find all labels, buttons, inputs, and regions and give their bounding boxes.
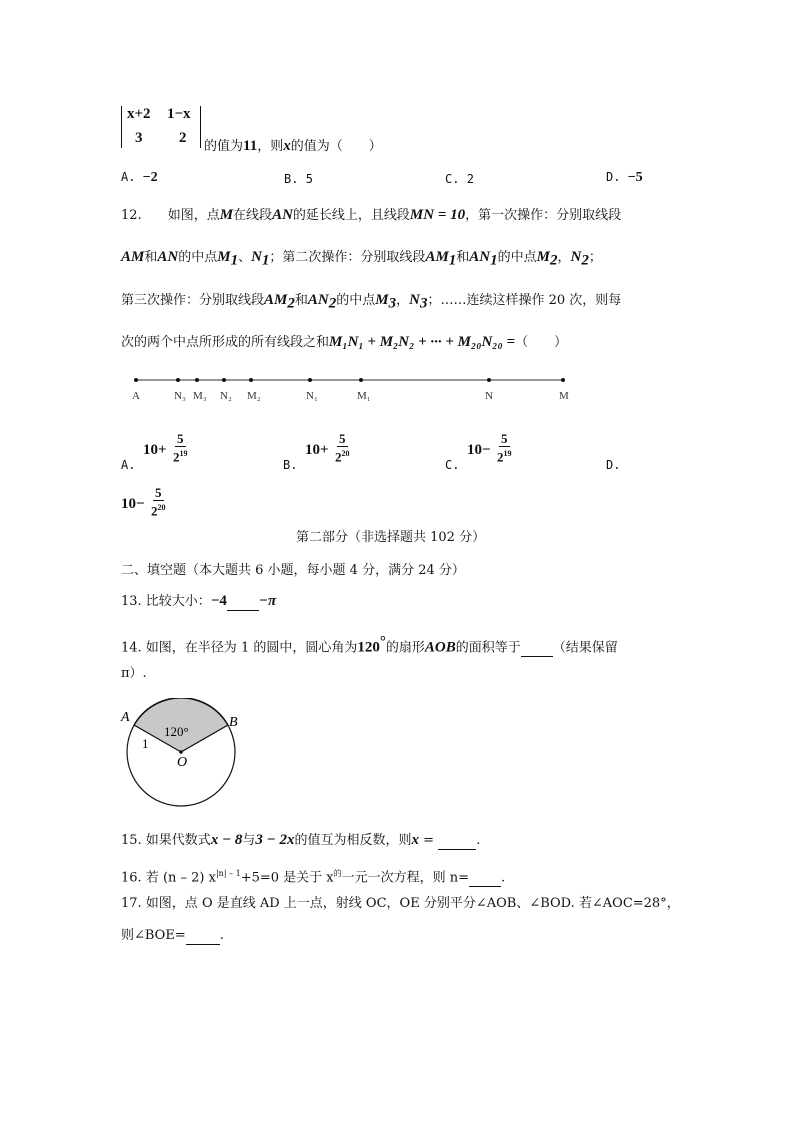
point-6	[359, 378, 363, 382]
q16: 16. 若 (n – 2) $x^{|n| - 1}+5=0$ 是关于 $x^的$一元一次方程，则 n= .	[121, 869, 506, 886]
point-label-3: N₂	[220, 390, 232, 402]
point-label-7: N	[485, 390, 493, 402]
section2-heading: 二、填空题（本大题共 6 小题，每小题 4 分，满分 24 分）	[121, 563, 465, 578]
q13: 13. 比较大小：−4 −π	[121, 593, 277, 609]
point-label-5: N₁	[306, 390, 318, 402]
det-b: 1−x	[167, 106, 191, 122]
q15: 15. 如果代数式x − 8与3 − 2x的值互为相反数，则x = .	[121, 832, 481, 848]
point-7	[487, 378, 491, 382]
q14-line1: 14. 如图，在半径为 1 的圆中，圆心角为120°的扇形AOB的面积等于 （结果保留	[121, 634, 618, 656]
point-label-2: M₃	[193, 390, 207, 402]
label-o: O	[177, 755, 188, 770]
point-label-6: M₁	[357, 390, 371, 402]
det-d: 2	[179, 130, 187, 146]
point-0	[134, 378, 138, 382]
label-b: B	[229, 715, 238, 730]
point-label-4: M₂	[247, 390, 261, 402]
q11-option-b[interactable]: B. 5	[284, 172, 313, 186]
point-1	[176, 378, 180, 382]
point-label-8: M	[559, 390, 569, 402]
center-point	[179, 750, 183, 754]
point-2	[195, 378, 199, 382]
part2-title: 第二部分（非选择题共 102 分）	[296, 530, 486, 545]
point-5	[308, 378, 312, 382]
q12-line4: 次的两个中点所形成的所有线段之和M₁N₁ + M₂N₂ + ··· + M₂₀N₂₀ =（ ）	[121, 334, 568, 350]
q17-blank[interactable]	[186, 928, 220, 945]
label-angle: 120°	[164, 724, 189, 739]
q11-option-c[interactable]: C. 2	[445, 172, 474, 186]
point-4	[249, 378, 253, 382]
q15-blank[interactable]	[438, 833, 476, 850]
q12-line3: 第三次操作：分别取线段$AM_2$和$AN_2$的中点$M_3$，$N_3$；……连续这样操作 20 次，则每	[121, 292, 622, 312]
q16-blank[interactable]	[469, 870, 501, 887]
q12-segment-figure	[120, 368, 590, 404]
q13-blank[interactable]	[227, 594, 259, 611]
point-label-0: A	[132, 390, 140, 402]
q12-option-c[interactable]: C. 10− $\frac{5}{2^{19}}$	[445, 431, 512, 472]
q11-text: 的值为11，则x的值为（ ）	[204, 138, 382, 154]
q11-determinant	[121, 104, 201, 152]
point-label-1: N₃	[174, 390, 186, 402]
label-radius: 1	[142, 736, 149, 751]
q12-option-d[interactable]: 10− $\frac{5}{2^{20}}$	[121, 485, 166, 519]
q17-line1: 17. 如图，点 O 是直线 AD 上一点，射线 OC，OE 分别平分∠AOB、∠BOD. 若∠AOC=28°，	[121, 896, 680, 911]
det-c: 3	[135, 130, 143, 146]
q12-option-d-label[interactable]: D.	[606, 458, 621, 472]
point-8	[561, 378, 565, 382]
q14-blank[interactable]	[521, 640, 553, 657]
det-a: x+2	[127, 106, 151, 122]
q11-option-d[interactable]: D. −5	[606, 170, 643, 185]
q11-option-a[interactable]: A. −2	[121, 170, 158, 185]
q14-circle-figure	[114, 698, 248, 810]
q14-line2: π）.	[121, 666, 147, 681]
q12-line1: 12. 如图，点M在线段AN的延长线上，且线段MN = 10，第一次操作：分别取线段	[121, 207, 622, 223]
q12-option-b[interactable]: B. 10+ $\frac{5}{2^{20}}$	[283, 431, 350, 472]
label-a: A	[121, 710, 130, 725]
q12-line2: AM和AN的中点$M_1$、$N_1$；第二次操作：分别取线段$AM_1$和$AN_1$的中点$M_2$，$N_2$；	[121, 249, 602, 269]
q17-line2: 则∠BOE= .	[121, 928, 224, 943]
point-3	[222, 378, 226, 382]
